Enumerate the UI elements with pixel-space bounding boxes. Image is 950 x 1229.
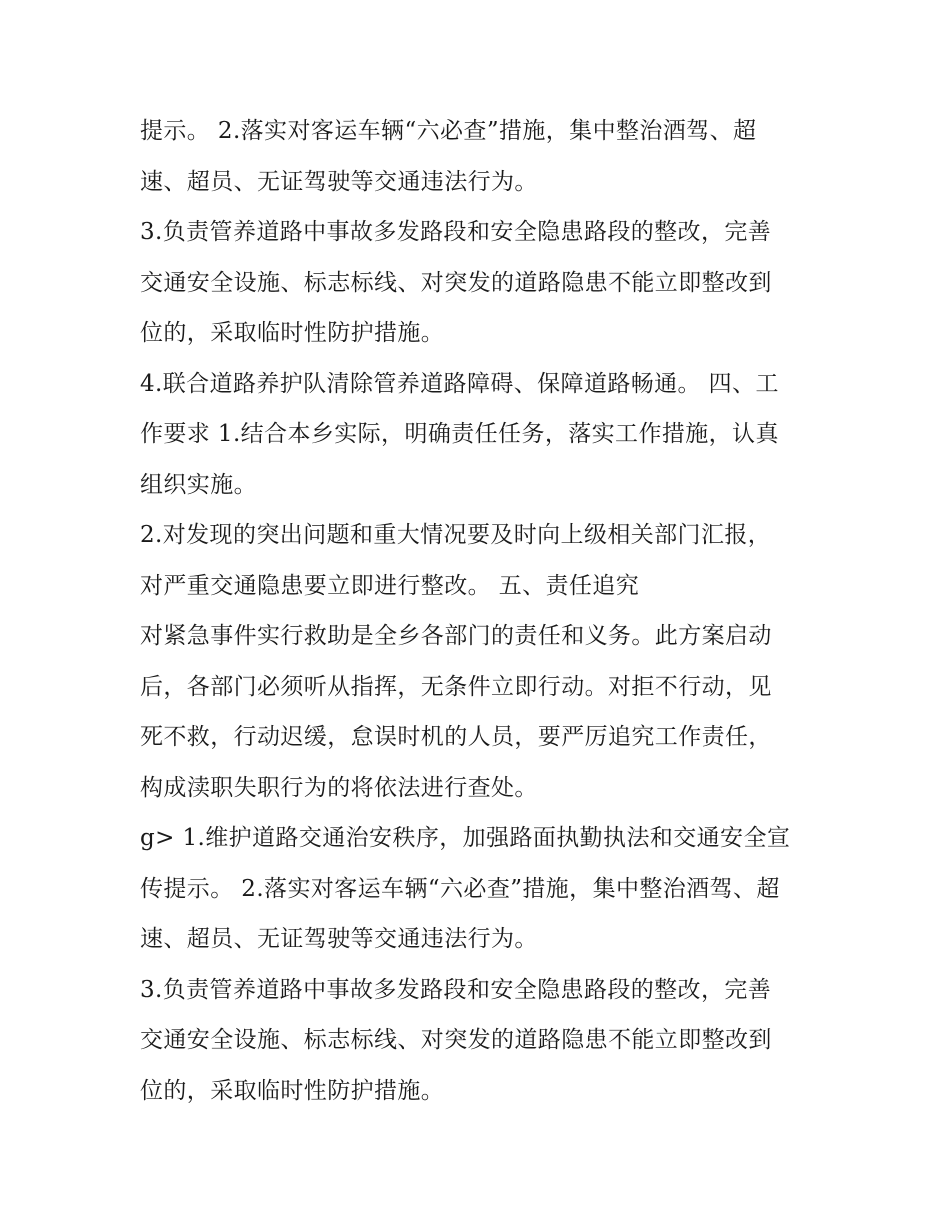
text-line: 速、超员、无证驾驶等交通违法行为。 — [140, 168, 538, 195]
text-line: 作要求 1.结合本乡实际，明确责任任务，落实工作措施，认真 — [140, 421, 779, 447]
text-line: 组织实施。 — [140, 471, 257, 498]
text-line: 速、超员、无证驾驶等交通违法行为。 — [140, 926, 538, 952]
document-body — [140, 106, 820, 1116]
text-line: 位的，采取临时性防护措施。 — [140, 320, 445, 346]
text-line: 4.联合道路养护队清除管养道路障碍、保障道路畅通。 四、工 — [140, 370, 779, 397]
text-line: 提示。 2.落实对客运车辆“六必查”措施，集中整治酒驾、超 — [140, 118, 757, 144]
text-line: 位的，采取临时性防护措施。 — [140, 1077, 445, 1104]
text-line: 对紧急事件实行救助是全乡各部门的责任和义务。此方案启动 — [140, 623, 772, 649]
text-line: 传提示。 2.落实对客运车辆“六必查”措施，集中整治酒驾、超 — [140, 875, 780, 902]
text-line: 3.负责管养道路中事故多发路段和安全隐患路段的整改，完善 — [140, 976, 772, 1003]
text-line: 构成渎职失职行为的将依法进行查处。 — [140, 774, 538, 801]
text-line: g> 1.维护道路交通治安秩序，加强路面执勤执法和交通安全宣 — [140, 825, 791, 851]
text-line: 交通安全设施、标志标线、对突发的道路隐患不能立即整改到 — [140, 269, 772, 296]
text-line: 后，各部门必须听从指挥，无条件立即行动。对拒不行动，见 — [140, 673, 772, 700]
text-line: 死不救，行动迟缓，怠误时机的人员，要严厉追究工作责任， — [140, 724, 772, 750]
text-line: 对严重交通隐患要立即进行整改。 五、责任追究 — [140, 572, 640, 599]
text-line: 3.负责管养道路中事故多发路段和安全隐患路段的整改，完善 — [140, 219, 772, 245]
text-line: 交通安全设施、标志标线、对突发的道路隐患不能立即整改到 — [140, 1027, 772, 1053]
text-line: 2.对发现的突出问题和重大情况要及时向上级相关部门汇报， — [140, 522, 772, 548]
